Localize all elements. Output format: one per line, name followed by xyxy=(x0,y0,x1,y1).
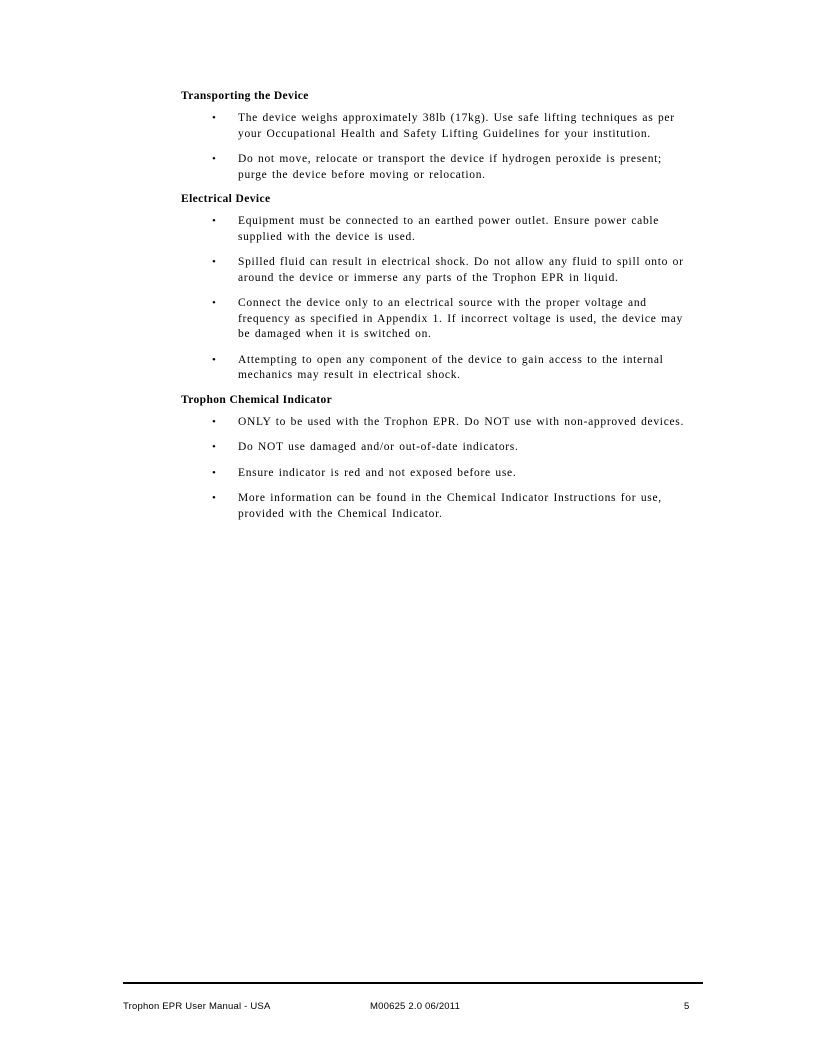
section-chemical-indicator xyxy=(181,394,691,523)
bullet-list xyxy=(181,214,691,384)
section-electrical xyxy=(181,193,691,384)
bullet-icon: • xyxy=(212,297,216,309)
list-item-text: Connect the device only to an electrical source with the proper voltage and frequency as specified in Appendix 1. If incorrect voltage is used, the device may be damaged when it is switched on. xyxy=(238,297,683,340)
section-heading: Transporting the Device xyxy=(181,90,309,102)
bullet-icon: • xyxy=(212,353,216,366)
bullet-icon: • xyxy=(212,215,216,227)
list-item xyxy=(181,353,691,384)
list-item xyxy=(181,466,691,482)
list-item xyxy=(181,152,691,183)
list-item xyxy=(181,440,691,456)
section-heading: Trophon Chemical Indicator xyxy=(181,393,333,406)
list-item-text: Equipment must be connected to an earthed power outlet. Ensure power cable supplied with the device is used. xyxy=(238,215,660,243)
list-item-text: ONLY to be used with the Trophon EPR. Do NOT use with non-approved devices. xyxy=(238,415,685,428)
list-item xyxy=(181,415,691,431)
list-item xyxy=(181,255,691,286)
list-item-text: Do not move, relocate or transport the device if hydrogen peroxide is present; purge the device before moving or relocation. xyxy=(238,153,662,181)
footer-divider xyxy=(123,982,703,984)
bullet-icon: • xyxy=(212,466,216,479)
list-item-text: The device weighs approximately 38lb (17kg). Use safe lifting techniques as per your Occupational Health and Safety Lifting Guidelines for your institution. xyxy=(238,112,675,140)
section-heading: Electrical Device xyxy=(181,193,271,205)
bullet-icon: • xyxy=(212,112,216,124)
bullet-icon: • xyxy=(212,153,216,165)
footer-document-code: M00625 2.0 06/2011 xyxy=(370,1001,461,1012)
page-number: 5 xyxy=(684,1001,690,1012)
list-item-text: Attempting to open any component of the device to gain access to the internal mechanics may result in electrical shock. xyxy=(238,353,664,381)
section-transporting xyxy=(181,90,691,183)
footer-document-title: Trophon EPR User Manual - USA xyxy=(123,1001,271,1012)
list-item xyxy=(181,296,691,343)
list-item-text: More information can be found in the Chemical Indicator Instructions for use, provided with the Chemical Indicator. xyxy=(238,492,662,520)
list-item-text: Ensure indicator is red and not exposed before use. xyxy=(238,466,517,479)
list-item xyxy=(181,491,691,522)
list-item-text: Do NOT use damaged and/or out-of-date indicators. xyxy=(238,441,519,453)
bullet-icon: • xyxy=(212,415,216,428)
bullet-icon: • xyxy=(212,441,216,453)
list-item xyxy=(181,111,691,142)
document-body xyxy=(181,90,691,532)
bullet-list xyxy=(181,415,691,523)
list-item xyxy=(181,214,691,245)
bullet-icon: • xyxy=(212,492,216,504)
bullet-icon: • xyxy=(212,256,216,268)
list-item-text: Spilled fluid can result in electrical shock. Do not allow any fluid to spill onto or around the device or immerse any parts of the Trophon EPR in liquid. xyxy=(238,256,684,284)
bullet-list xyxy=(181,111,691,183)
